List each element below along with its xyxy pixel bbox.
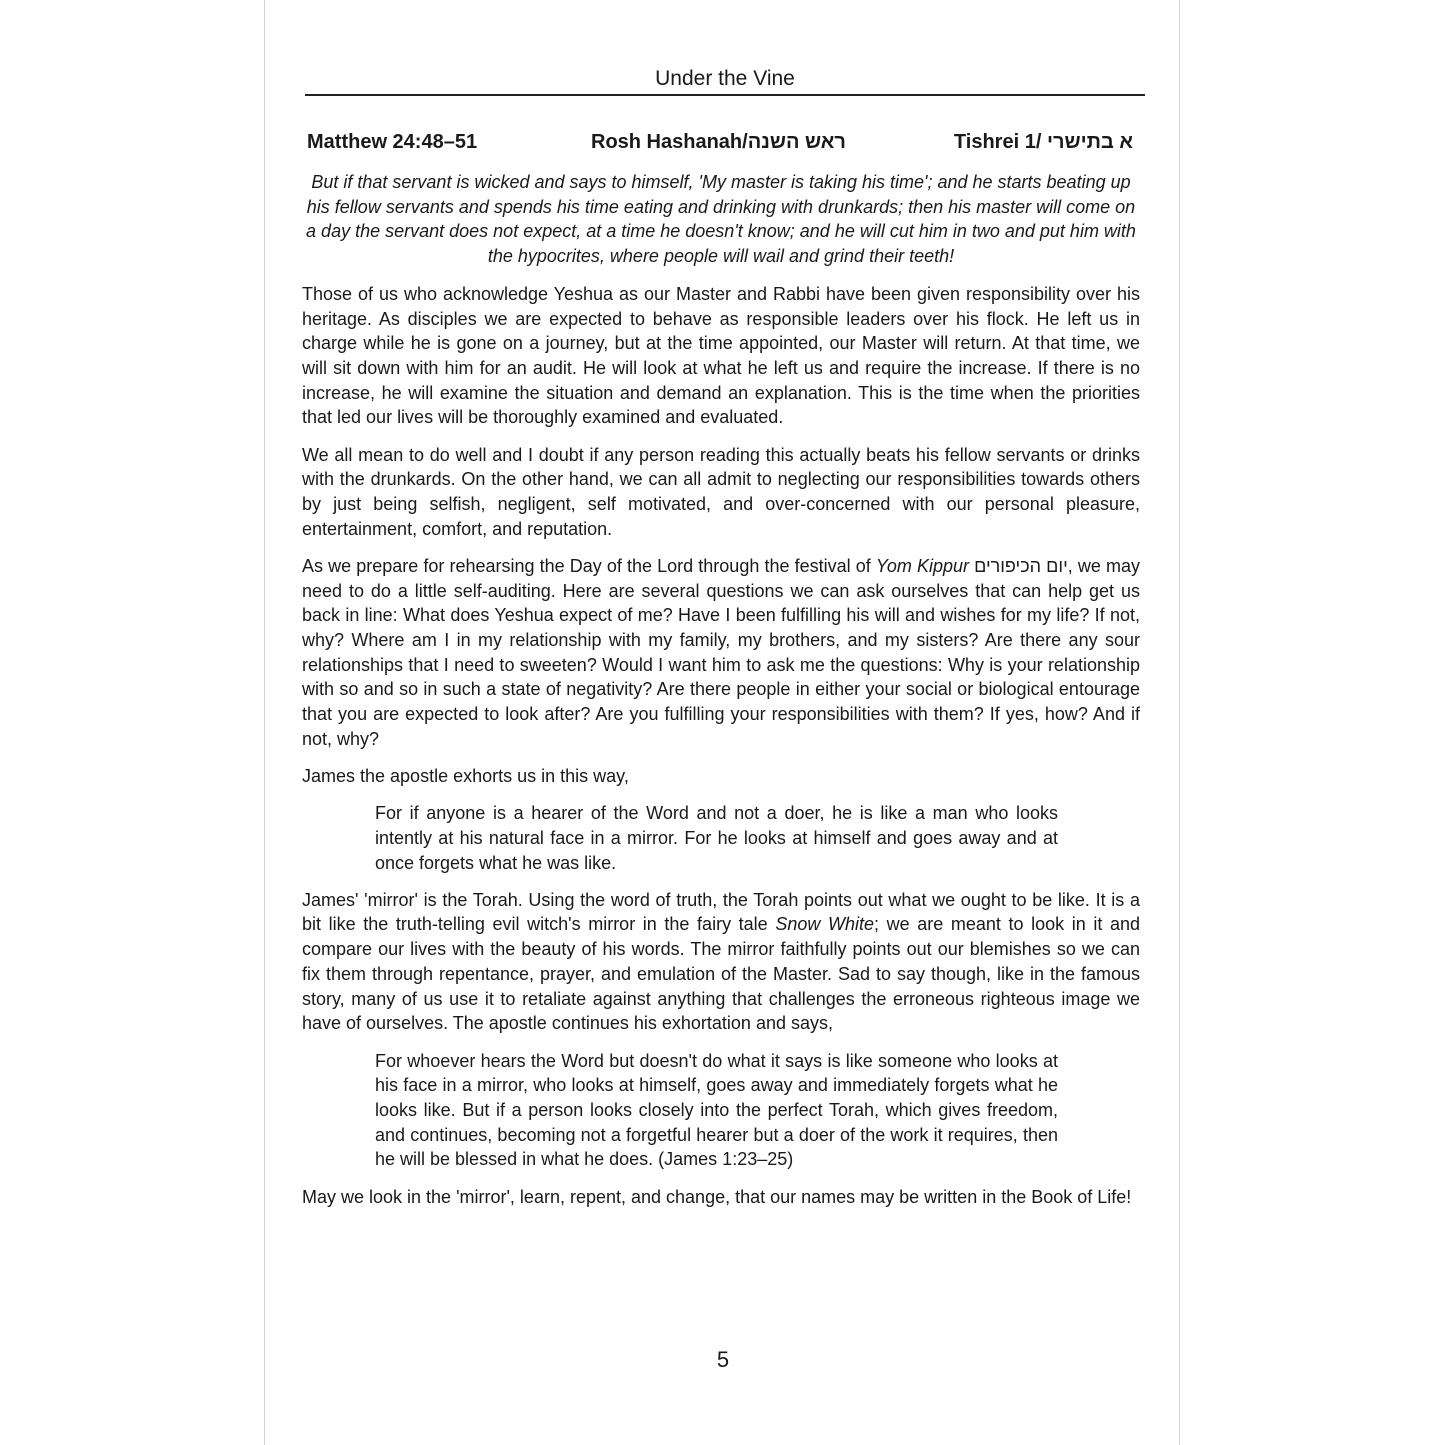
scripture-reference: Matthew 24:48–51 [307, 131, 478, 153]
scripture-verse: But if that servant is wicked and says to himself, 'My master is taking his time'; and he starts beating up his fellow servants and spends his time eating and drinking with drunkards; then his master will come on a day the servant does not expect, at a time he doesn't know; and he will cut him in two and put him with the hypocrites, where people will wail and grind their teeth! [306, 172, 1136, 267]
paragraph-3-end: , we may need to do a little self-auditing. Here are several questions we can ask ourselves that can help get us back in line: What does Yeshua expect of me? Have I been fulfilling his will and wishes for my life? If not, why? Where am I in my relationship with my family, my brothers, and my sisters? Are there any sour relationships that I need to sweeten? Would I want him to ask me the questions: Why is your relationship with so and so in such a state of negativity? Are there people in either your social or biological entourage that you are expected to look after? Are you fulfilling your responsibilities with them? If yes, how? And if not, why? [302, 555, 1140, 749]
paragraph-1: Those of us who acknowledge Yeshua as our Master and Rabbi have been given responsibility over his heritage. As disciples we are expected to behave as responsible leaders over his flock. He left us in charge while he is gone on a journey, but at the time appointed, our Master will return. At that time, we will sit down with him for an audit. He will look at what he left us and require the increase. If there is no increase, he will examine the situation and demand an explanation. This is the time when the priorities that led our lives will be thoroughly examined and evaluated. [302, 283, 1140, 428]
holiday-name: Rosh Hashanah/ראש השנה [591, 131, 846, 153]
block-quote-2: For whoever hears the Word but doesn't do what it says is like someone who looks at his face in a mirror, who looks at himself, goes away and immediately forgets what he looks like. But if a person looks closely into the perfect Torah, which gives freedom, and continues, becoming not a forgetful hearer but a doer of the work it requires, then he will be blessed in what he does. (James 1:23–25) [375, 1050, 1058, 1170]
paragraph-4: James the apostle exhorts us in this way, [302, 765, 629, 786]
book-page [264, 0, 1180, 1445]
paragraph-2: We all mean to do well and I doubt if any person reading this actually beats his fellow servants or drinks with the drunkards. On the other hand, we can all admit to neglecting our responsibilities towards others by just being selfish, negligent, self motivated, and over-concerned with our personal pleasure, entertainment, comfort, and reputation. [302, 444, 1140, 539]
paragraph-3-start: As we prepare for rehearsing the Day of the Lord through the festival of [302, 555, 876, 576]
snow-white-title: Snow White [775, 914, 874, 935]
page-number: 5 [716, 1347, 730, 1372]
running-header: Under the Vine [655, 67, 795, 90]
header-rule [305, 94, 1145, 96]
hebrew-date: Tishrei 1/ א בתישרי [953, 131, 1133, 153]
paragraph-5-start: James' 'mirror' is the Torah. Using the word of truth, the Torah points out what we ought to be like. It is a bit like the truth-telling evil witch's mirror in the fairy tale [302, 889, 1140, 935]
page-content [302, 170, 1140, 1222]
paragraph-3 [302, 554, 1140, 752]
paragraph-5 [302, 888, 1140, 1036]
yom-kippur-hebrew: יום הכיפורים [974, 555, 1068, 576]
block-quote-1: For if anyone is a hearer of the Word and not a doer, he is like a man who looks intently at his natural face in a mirror. For he looks at himself and goes away and at once forgets what he was like. [375, 803, 1058, 873]
paragraph-6: May we look in the 'mirror', learn, repent, and change, that our names may be written in the Book of Life! [302, 1186, 1132, 1207]
yom-kippur-term: Yom Kippur [875, 555, 969, 576]
paragraph-5-end: ; we are meant to look in it and compare our lives with the beauty of his words. The mirror faithfully points out our blemishes so we can fix them through repentance, prayer, and emulation of the Master. Sad to say though, like in the famous story, many of us use it to retaliate against anything that challenges the erroneous righteous image we have of ourselves. The apostle continues his exhortation and says, [302, 914, 1140, 1034]
